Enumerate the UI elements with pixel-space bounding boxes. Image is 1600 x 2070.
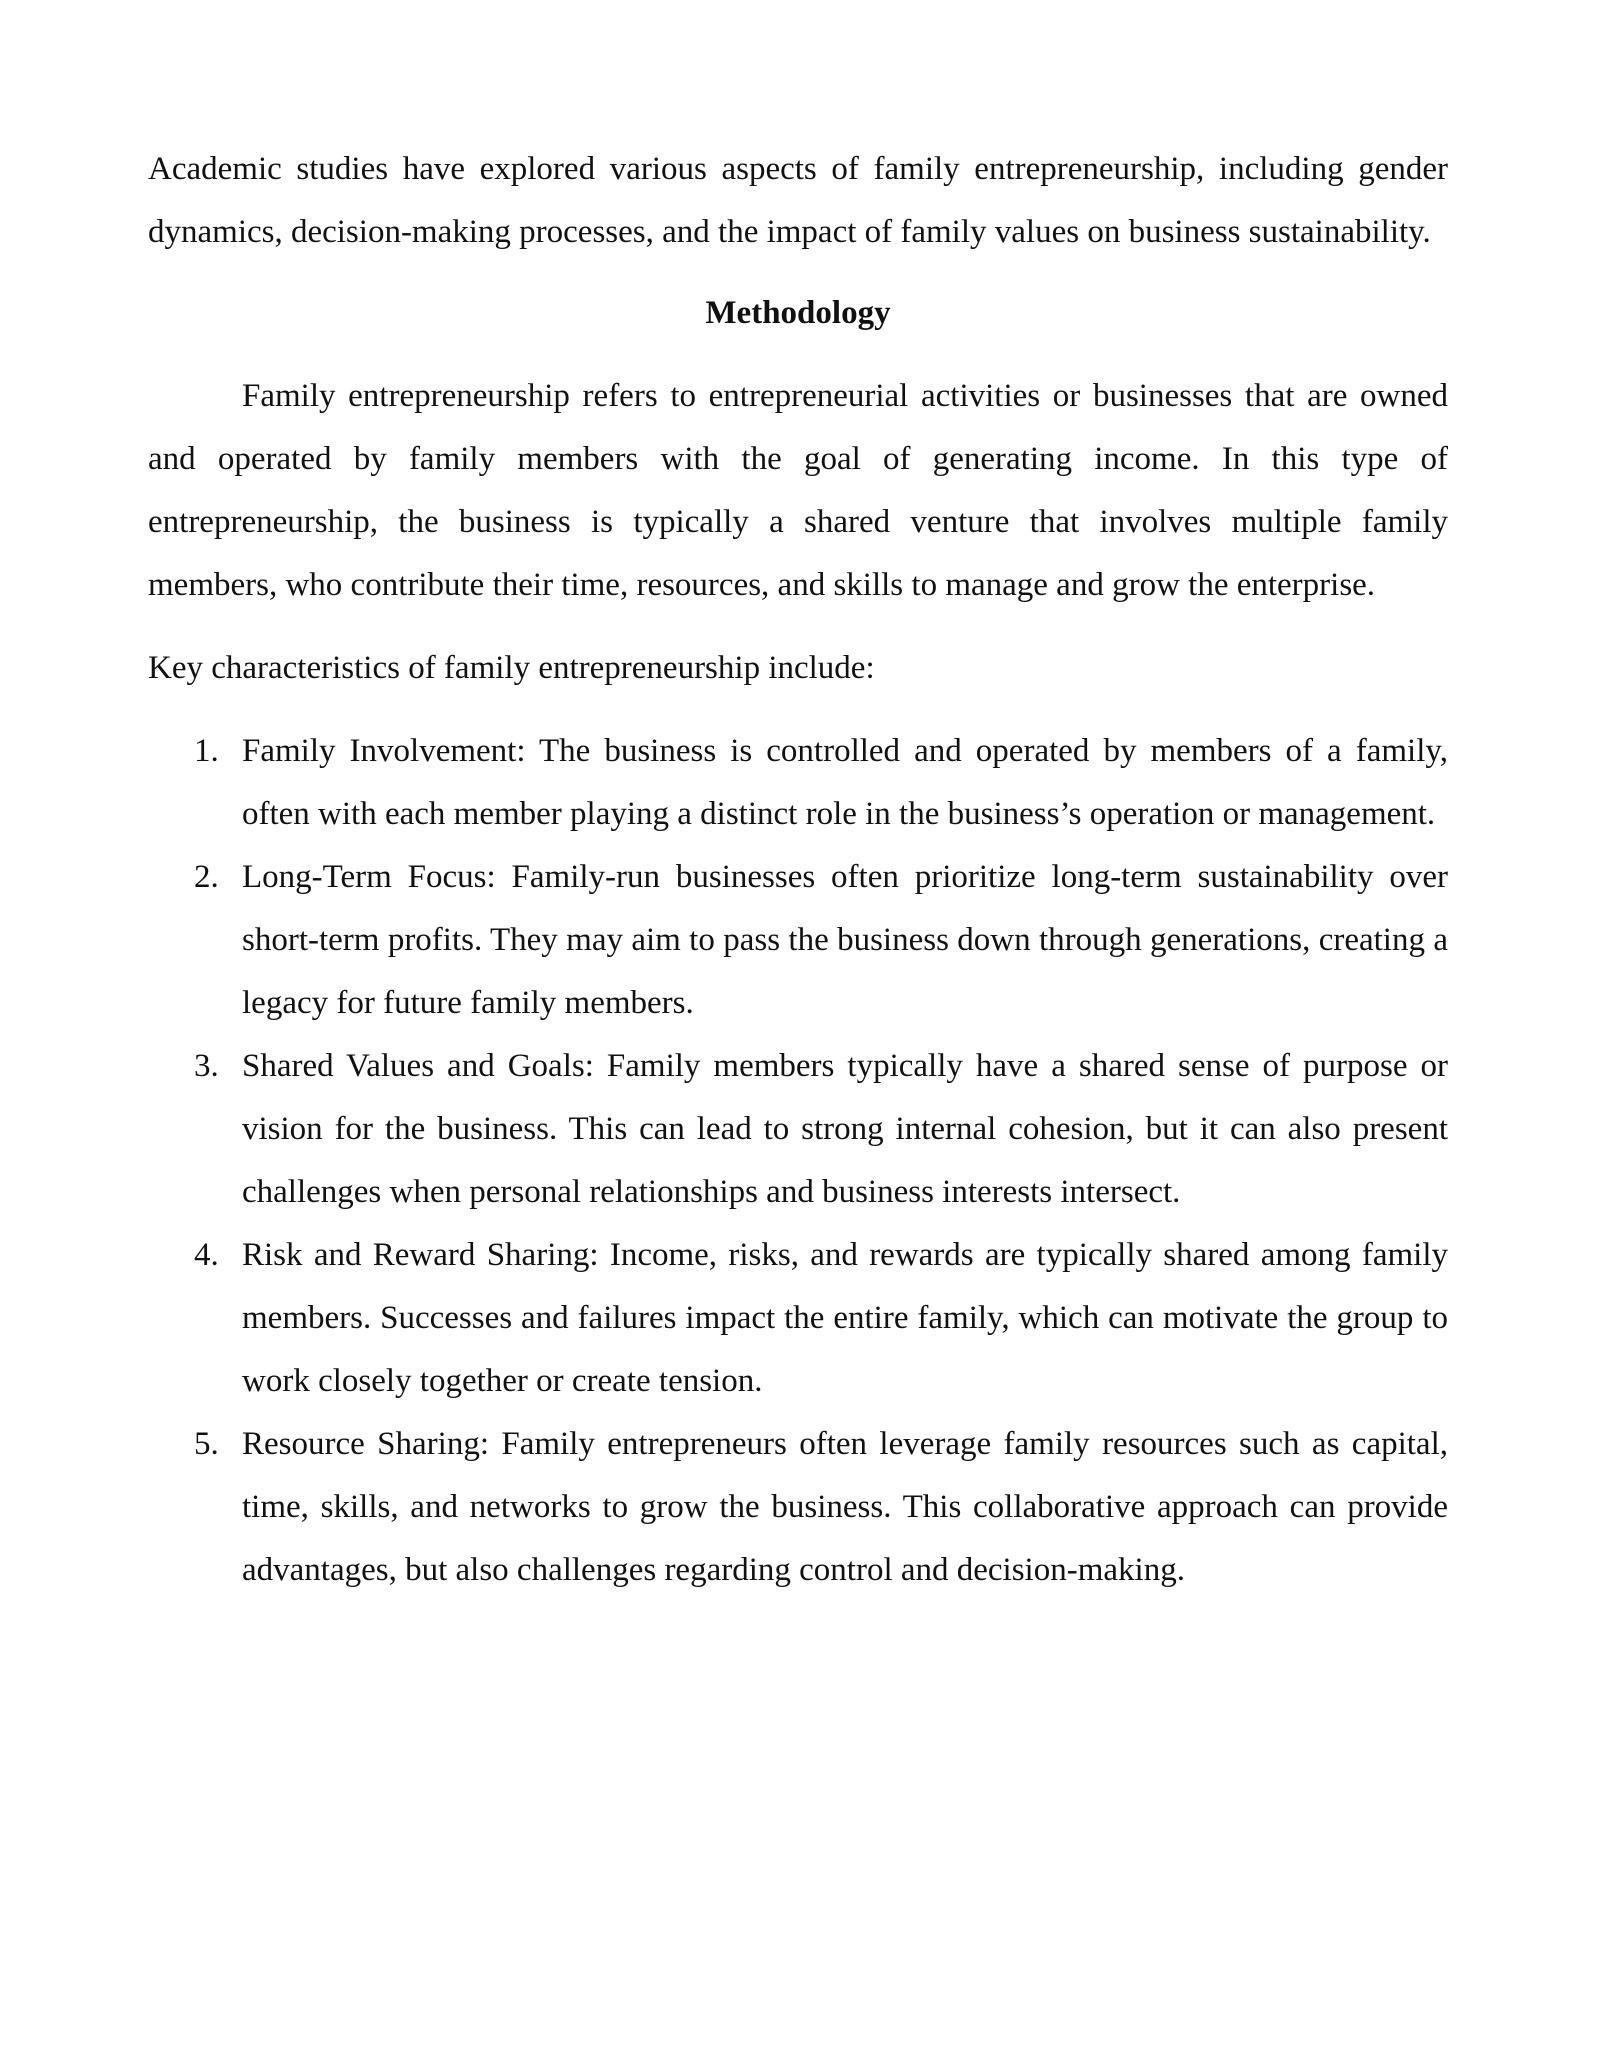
list-intro: Key characteristics of family entrepreneurship include: <box>148 650 875 686</box>
list-item-text: Risk and Reward Sharing: Income, risks, and rewards are typically shared among family members. Successes and failures impact the entire family, which can motivate the group to work closely together or create tension. <box>242 1237 1448 1399</box>
list-item-number: 1. <box>194 733 219 769</box>
definition-paragraph: Family entrepreneurship refers to entrepreneurial activities or businesses that are owned and operated by family members with the goal of generating income. In this type of entrepreneurship, the business is typically a shared venture that involves multiple family members, who contribute their time, resources, and skills to manage and grow the enterprise. <box>148 378 1448 603</box>
list-item-text: Resource Sharing: Family entrepreneurs often leverage family resources such as capital, time, skills, and networks to grow the business. This collaborative approach can provide advantages, but also challenges regarding control and decision-making. <box>242 1426 1448 1588</box>
list-item-text: Family Involvement: The business is controlled and operated by members of a family, often with each member playing a distinct role in the business’s operation or management. <box>242 733 1448 832</box>
list-item <box>148 1224 1448 1413</box>
list-item-number: 2. <box>194 859 219 895</box>
list-item-text: Long-Term Focus: Family-run businesses often prioritize long-term sustainability over short-term profits. They may aim to pass the business down through generations, creating a legacy for future family members. <box>242 859 1448 1021</box>
list-item-number: 3. <box>194 1048 219 1084</box>
list-item-text: Shared Values and Goals: Family members typically have a shared sense of purpose or vision for the business. This can lead to strong internal cohesion, but it can also present challenges when personal relationships and business interests intersect. <box>242 1048 1448 1210</box>
list-item <box>148 1413 1448 1602</box>
list-item <box>148 720 1448 846</box>
list-item <box>148 846 1448 1035</box>
list-item <box>148 1035 1448 1224</box>
section-heading: Methodology <box>705 295 891 331</box>
list-item-number: 4. <box>194 1237 219 1273</box>
page-content <box>148 138 1448 1602</box>
list-item-number: 5. <box>194 1426 219 1462</box>
intro-paragraph: Academic studies have explored various aspects of family entrepreneurship, including gender dynamics, decision-making processes, and the impact of family values on business sustainability. <box>148 151 1448 250</box>
characteristics-list <box>148 720 1448 1602</box>
